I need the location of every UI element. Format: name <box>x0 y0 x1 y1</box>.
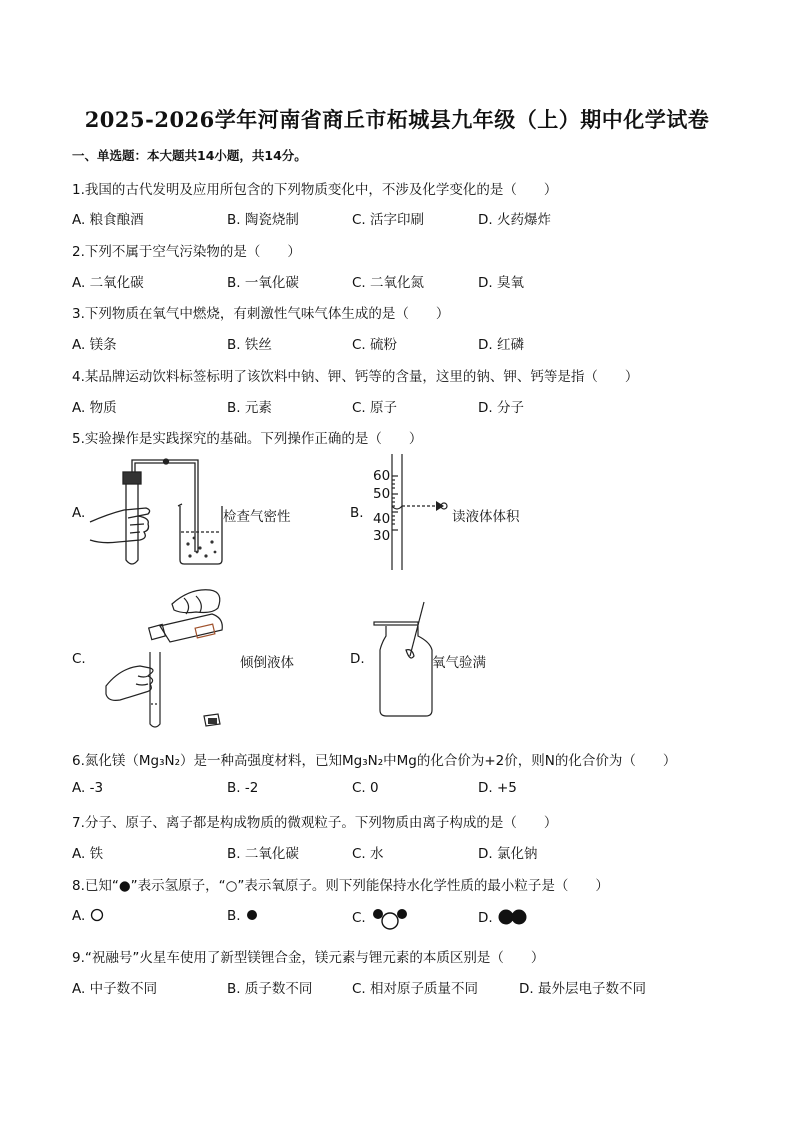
option-c: C. 硫粉 <box>352 337 398 353</box>
question-1-stem: 1.我国的古代发明及应用所包含的下列物质变化中，不涉及化学变化的是（ ） <box>72 182 558 198</box>
option-c: C. 水 <box>352 846 384 862</box>
option-a: A. -3 <box>72 780 104 796</box>
figure-d-letter: D. <box>350 651 365 667</box>
option-d <box>478 908 529 926</box>
option-c-letter: C. <box>352 910 366 926</box>
option-a <box>72 908 104 924</box>
question-3-stem: 3.下列物质在氧气中燃烧，有刺激性气味气体生成的是（ ） <box>72 306 450 322</box>
option-b: B. 铁丝 <box>227 337 272 353</box>
section-heading: 一、单选题：本大题共14小题，共14分。 <box>72 148 307 163</box>
figure-a-letter: A. <box>72 505 86 521</box>
option-d: D. 臭氧 <box>478 275 524 291</box>
question-9-stem: 9.“祝融号”火星车使用了新型镁锂合金，镁元素与锂元素的本质区别是（ ） <box>72 950 545 966</box>
option-d: D. 火药爆炸 <box>478 212 551 228</box>
option-b: B. 二氧化碳 <box>227 846 299 862</box>
option-c: C. 0 <box>352 780 379 796</box>
question-6-options <box>72 780 772 800</box>
option-a: A. 粮食酿酒 <box>72 212 144 228</box>
hydrogen-atom-icon <box>245 908 259 922</box>
option-c: C. 二氧化氮 <box>352 275 425 291</box>
option-d: D. 最外层电子数不同 <box>519 981 646 997</box>
option-a: A. 二氧化碳 <box>72 275 144 291</box>
question-4-stem: 4.某品牌运动饮料标签标明了该饮料中钠、钾、钙等的含量，这里的钠、钾、钙等是指（ ） <box>72 369 639 385</box>
option-b: B. 元素 <box>227 400 272 416</box>
option-d-letter: D. <box>478 910 493 926</box>
tick-40: 40 <box>373 511 391 527</box>
option-b <box>227 908 259 924</box>
question-4-options <box>72 396 772 416</box>
option-b: B. -2 <box>227 780 259 796</box>
option-c: C. 原子 <box>352 400 398 416</box>
question-9-options <box>72 977 772 997</box>
hydrogen-molecule-icon <box>497 908 529 926</box>
question-6-stem: 6.氮化镁（Mg₃N₂）是一种高强度材料，已知Mg₃N₂中Mg的化合价为+2价，则N的化合价为（ ） <box>72 753 677 769</box>
option-b: B. 质子数不同 <box>227 981 313 997</box>
airtightness-check-figure <box>88 452 228 572</box>
tick-30: 30 <box>373 528 391 544</box>
option-b-letter: B. <box>227 908 241 924</box>
tick-50: 50 <box>373 486 391 502</box>
tick-60: 60 <box>373 468 391 484</box>
question-7-options <box>72 842 772 862</box>
figure-a-caption: 检查气密性 <box>223 509 291 525</box>
figure-b-caption: 读液体体积 <box>452 509 520 525</box>
option-c: C. 相对原子质量不同 <box>352 981 479 997</box>
option-d: D. 分子 <box>478 400 524 416</box>
option-b: B. 陶瓷烧制 <box>227 212 299 228</box>
question-1-options <box>72 208 772 228</box>
option-a: A. 铁 <box>72 846 104 862</box>
option-d: D. +5 <box>478 780 517 796</box>
figure-b-letter: B. <box>350 505 364 521</box>
exam-title: 2025-2026学年河南省商丘市柘城县九年级（上）期中化学试卷 <box>84 107 710 132</box>
question-2-options <box>72 271 772 291</box>
question-3-options <box>72 333 772 353</box>
question-8-options <box>72 908 772 928</box>
option-a: A. 中子数不同 <box>72 981 158 997</box>
figure-c-caption: 倾倒液体 <box>240 655 294 671</box>
option-c <box>352 908 410 930</box>
option-d: D. 氯化钠 <box>478 846 538 862</box>
option-c: C. 活字印刷 <box>352 212 425 228</box>
pouring-liquid-figure <box>100 584 240 732</box>
option-d: D. 红磷 <box>478 337 524 353</box>
question-8-stem: 8.已知“●”表示氢原子，“○”表示氧原子。则下列能保持水化学性质的最小粒子是（ ） <box>72 878 609 894</box>
oxygen-atom-icon <box>90 908 104 922</box>
option-b: B. 一氧化碳 <box>227 275 299 291</box>
option-a: A. 镁条 <box>72 337 117 353</box>
water-molecule-icon <box>370 908 410 930</box>
option-a: A. 物质 <box>72 400 117 416</box>
oxygen-test-figure <box>370 598 436 720</box>
figure-d-caption: 氧气验满 <box>432 655 486 671</box>
option-a-letter: A. <box>72 908 86 924</box>
question-5-stem: 5.实验操作是实践探究的基础。下列操作正确的是（ ） <box>72 431 423 447</box>
figure-c-letter: C. <box>72 651 86 667</box>
question-2-stem: 2.下列不属于空气污染物的是（ ） <box>72 244 301 260</box>
question-7-stem: 7.分子、原子、离子都是构成物质的微观粒子。下列物质由离子构成的是（ ） <box>72 815 558 831</box>
